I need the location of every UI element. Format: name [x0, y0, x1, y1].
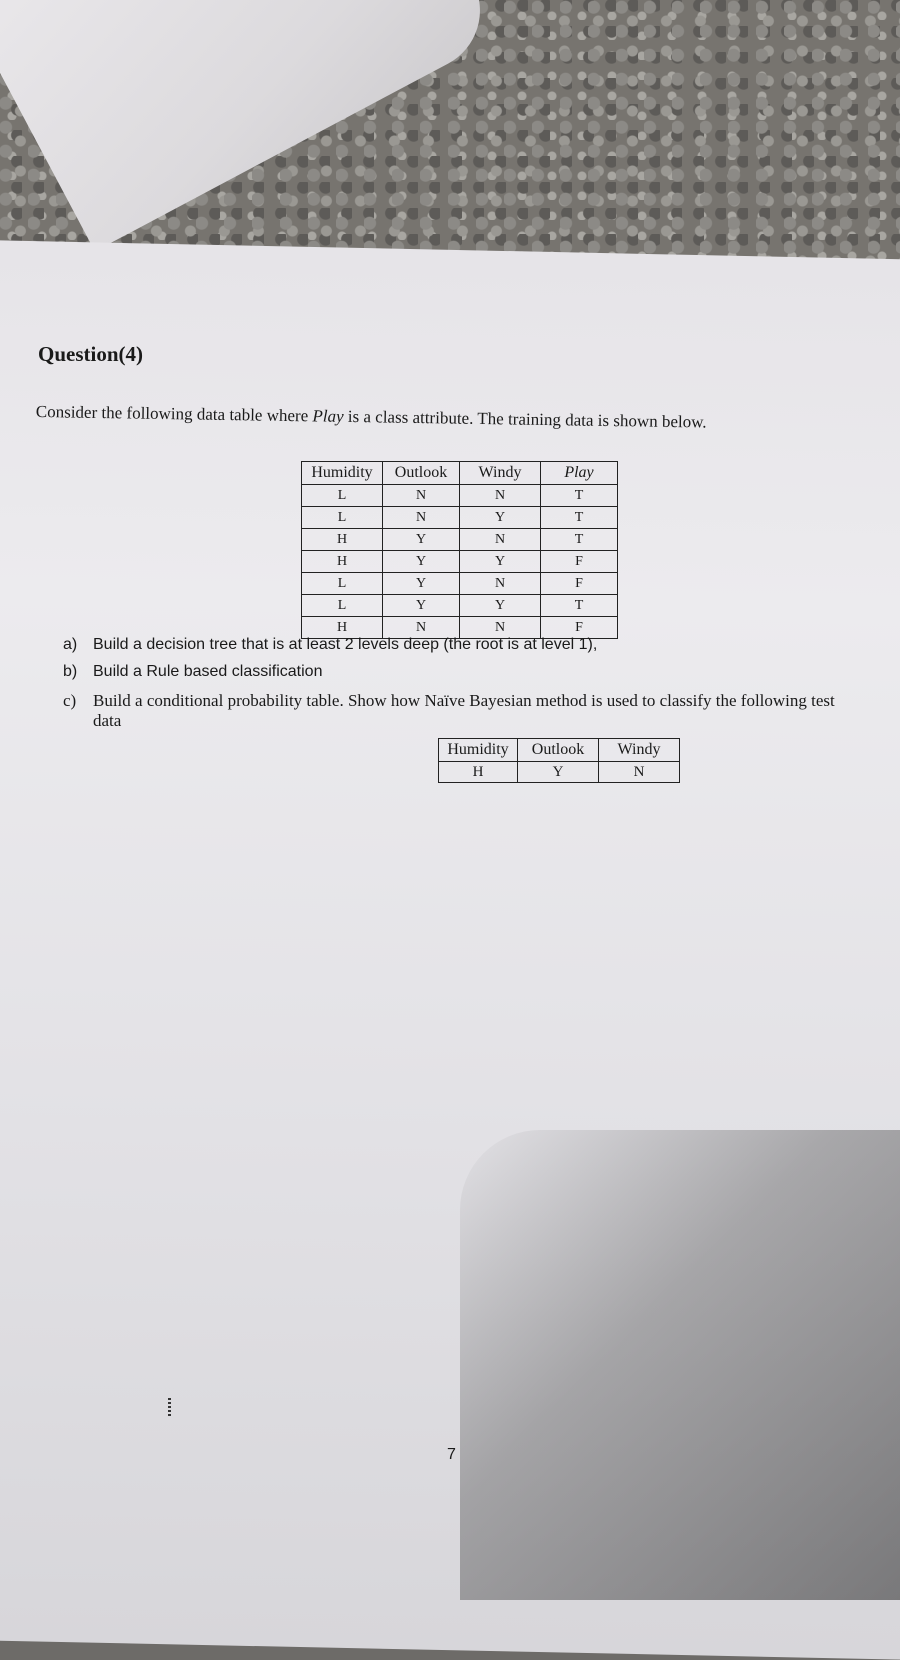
task-label: a) [63, 636, 78, 653]
task-text: Build a conditional probability table. Show how Naïve Bayesian method is used to classify the following test data [93, 691, 835, 730]
header-humidity: Humidity [439, 739, 518, 762]
cell: Y [460, 595, 541, 617]
training-data-table [301, 461, 618, 639]
header-windy: Windy [460, 462, 541, 485]
header-humidity: Humidity [302, 462, 383, 485]
task-text: Build a Rule based classification [93, 663, 323, 680]
cell: H [302, 529, 383, 551]
cell: F [541, 551, 618, 573]
cell: Y [518, 762, 599, 783]
cell: Y [383, 573, 460, 595]
table-row [302, 595, 618, 617]
cell: T [541, 507, 618, 529]
cell: L [302, 595, 383, 617]
task-a [63, 636, 597, 654]
task-b [63, 663, 322, 681]
cell: F [541, 573, 618, 595]
task-label: c) [63, 691, 77, 710]
cell: N [599, 762, 680, 783]
cell: L [302, 573, 383, 595]
cell: L [302, 507, 383, 529]
cell: N [460, 485, 541, 507]
table-header-row [439, 739, 680, 762]
cell: T [541, 595, 618, 617]
task-c [63, 691, 863, 730]
cell: Y [460, 551, 541, 573]
pen-mark [168, 1398, 171, 1416]
cell: N [383, 485, 460, 507]
cell: N [460, 617, 541, 639]
header-play: Play [541, 462, 618, 485]
cell: H [439, 762, 518, 783]
table-row [302, 485, 618, 507]
cell: N [460, 573, 541, 595]
question-title: Question(4) [38, 342, 143, 366]
table-row [302, 551, 618, 573]
cell: T [541, 529, 618, 551]
question-intro [36, 402, 856, 435]
table-row [439, 762, 680, 783]
header-outlook: Outlook [383, 462, 460, 485]
cell: F [541, 617, 618, 639]
intro-suffix: is a class attribute. The training data is shown below. [343, 406, 707, 432]
table-row [302, 573, 618, 595]
cell: Y [383, 529, 460, 551]
cell: L [302, 485, 383, 507]
task-text: Build a decision tree that is at least 2 levels deep (the root is at level 1), [93, 636, 598, 653]
intro-class-attribute: Play [312, 406, 344, 426]
test-data-table [438, 738, 680, 783]
cell: Y [383, 595, 460, 617]
header-outlook: Outlook [518, 739, 599, 762]
cell: N [383, 617, 460, 639]
cell: H [302, 617, 383, 639]
table-row [302, 507, 618, 529]
cell: N [460, 529, 541, 551]
cell: Y [383, 551, 460, 573]
table-header-row [302, 462, 618, 485]
cell: T [541, 485, 618, 507]
cell: H [302, 551, 383, 573]
intro-prefix: Consider the following data table where [35, 402, 313, 426]
cell: Y [460, 507, 541, 529]
cell: N [383, 507, 460, 529]
table-row [302, 529, 618, 551]
task-label: b) [63, 663, 78, 680]
page-number: 7 [447, 1446, 456, 1463]
header-windy: Windy [599, 739, 680, 762]
